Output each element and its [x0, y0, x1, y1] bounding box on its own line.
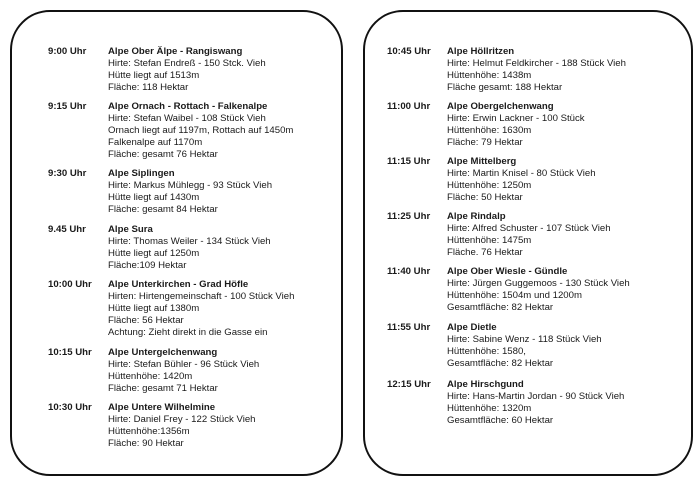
entry-detail-line: Hüttenhöhe: 1420m	[108, 371, 193, 382]
entry-details	[447, 322, 602, 370]
entry-detail-line: Falkenalpe auf 1170m	[108, 137, 203, 148]
entry-detail-line: Fläche gesamt: 188 Hektar	[447, 82, 563, 93]
entry-detail-line: Hüttenhöhe: 1504m und 1200m	[447, 290, 582, 301]
entry-details	[108, 224, 271, 272]
entry-details	[447, 266, 630, 314]
entry-detail-line: Gesamtfläche: 82 Hektar	[447, 302, 554, 313]
entry-detail-line: Hüttenhöhe: 1320m	[447, 403, 532, 414]
entry-detail-line: Achtung: Zieht direkt in die Gasse ein	[108, 327, 268, 338]
entry-detail-line: Fläche: 56 Hektar	[108, 315, 184, 326]
entry-detail-line: Hirte: Alfred Schuster - 107 Stück Vieh	[447, 223, 611, 234]
entry-details	[447, 46, 626, 94]
schedule-card-left	[10, 10, 343, 476]
entry-detail-line: Hirte: Thomas Weiler - 134 Stück Vieh	[108, 236, 271, 247]
entry-detail-line: Hirte: Stefan Bühler - 96 Stück Vieh	[108, 359, 260, 370]
schedule-card-right	[363, 10, 693, 476]
entry-detail-line: Fläche: gesamt 84 Hektar	[108, 204, 218, 215]
entry-detail-line: Fläche. 76 Hektar	[447, 247, 523, 258]
entry-time: 9.45 Uhr	[48, 224, 86, 235]
entry-details	[447, 211, 611, 259]
entry-time: 11:25 Uhr	[387, 211, 431, 222]
entry-time: 9:30 Uhr	[48, 168, 87, 179]
alpe-name: Alpe Hirschgund	[447, 379, 524, 390]
entry-time: 11:40 Uhr	[387, 266, 431, 277]
entry-detail-line: Hütte liegt auf 1513m	[108, 70, 200, 81]
entry-details	[108, 347, 259, 395]
alpe-name: Alpe Unterkirchen - Grad Höfle	[108, 279, 249, 290]
entry-details	[447, 156, 596, 204]
entry-details	[108, 101, 293, 161]
entry-details	[108, 402, 256, 450]
entry-detail-line: Hütte liegt auf 1250m	[108, 248, 200, 259]
entry-detail-line: Hirte: Stefan Waibel - 108 Stück Vieh	[108, 113, 266, 124]
entry-details	[447, 101, 585, 149]
entry-detail-line: Hüttenhöhe:1356m	[108, 426, 190, 437]
alpe-name: Alpe Untere Wilhelmine	[108, 402, 216, 413]
entry-details	[108, 168, 272, 216]
alpe-name: Alpe Höllritzen	[447, 46, 515, 57]
entry-detail-line: Hütte liegt auf 1380m	[108, 303, 200, 314]
alpe-name: Alpe Siplingen	[108, 168, 175, 179]
entry-time: 12:15 Uhr	[387, 379, 431, 390]
entry-detail-line: Gesamtfläche: 60 Hektar	[447, 415, 554, 426]
entry-detail-line: Fläche: 79 Hektar	[447, 137, 523, 148]
entry-detail-line: Hirte: Jürgen Guggemoos - 130 Stück Vieh	[447, 278, 630, 289]
entry-time: 11:15 Uhr	[387, 156, 431, 167]
alpe-name: Alpe Obergelchenwang	[447, 101, 554, 112]
entry-detail-line: Hirte: Helmut Feldkircher - 188 Stück Vieh	[447, 58, 626, 69]
entry-detail-line: Hirte: Sabine Wenz - 118 Stück Vieh	[447, 334, 602, 345]
entry-time: 11:00 Uhr	[387, 101, 431, 112]
entry-detail-line: Gesamtfläche: 82 Hektar	[447, 358, 554, 369]
entry-detail-line: Fläche: 90 Hektar	[108, 438, 184, 449]
entry-details	[108, 46, 266, 94]
entry-detail-line: Hirten: Hirtengemeinschaft - 100 Stück Vieh	[108, 291, 295, 302]
alpe-name: Alpe Sura	[108, 224, 153, 235]
entry-time: 10:15 Uhr	[48, 347, 92, 358]
entry-details	[447, 379, 624, 427]
entry-detail-line: Hirte: Erwin Lackner - 100 Stück	[447, 113, 585, 124]
entry-detail-line: Ornach liegt auf 1197m, Rottach auf 1450m	[108, 125, 294, 136]
entry-details	[108, 279, 294, 339]
alpe-name: Alpe Untergelchenwang	[108, 347, 218, 358]
entry-detail-line: Hirte: Stefan Endreß - 150 Stck. Vieh	[108, 58, 266, 69]
entry-detail-line: Hütte liegt auf 1430m	[108, 192, 200, 203]
entry-detail-line: Fläche: 118 Hektar	[108, 82, 189, 93]
entry-time: 9:00 Uhr	[48, 46, 87, 57]
entry-detail-line: Hirte: Martin Knisel - 80 Stück Vieh	[447, 168, 596, 179]
entry-time: 10:00 Uhr	[48, 279, 92, 290]
entry-detail-line: Fläche: gesamt 71 Hektar	[108, 383, 218, 394]
alpe-name: Alpe Ober Älpe - Rangiswang	[108, 46, 243, 57]
alpe-name: Alpe Ober Wiesle - Gündle	[447, 266, 568, 277]
entry-detail-line: Hüttenhöhe: 1580,	[447, 346, 526, 357]
entry-detail-line: Hüttenhöhe: 1475m	[447, 235, 532, 246]
entry-detail-line: Hirte: Hans-Martin Jordan - 90 Stück Vieh	[447, 391, 625, 402]
alpe-name: Alpe Ornach - Rottach - Falkenalpe	[108, 101, 268, 112]
alpe-name: Alpe Mittelberg	[447, 156, 517, 167]
entry-detail-line: Hirte: Markus Mühlegg - 93 Stück Vieh	[108, 180, 273, 191]
entry-time: 9:15 Uhr	[48, 101, 87, 112]
entry-time: 10:30 Uhr	[48, 402, 92, 413]
entry-detail-line: Hüttenhöhe: 1630m	[447, 125, 532, 136]
entry-time: 11:55 Uhr	[387, 322, 431, 333]
entry-detail-line: Hüttenhöhe: 1438m	[447, 70, 532, 81]
entry-detail-line: Fläche: gesamt 76 Hektar	[108, 149, 218, 160]
alpe-name: Alpe Rindalp	[447, 211, 506, 222]
alpe-name: Alpe Dietle	[447, 322, 497, 333]
entry-detail-line: Fläche:109 Hektar	[108, 260, 187, 271]
entry-detail-line: Hüttenhöhe: 1250m	[447, 180, 532, 191]
entry-time: 10:45 Uhr	[387, 46, 431, 57]
entry-detail-line: Fläche: 50 Hektar	[447, 192, 523, 203]
entry-detail-line: Hirte: Daniel Frey - 122 Stück Vieh	[108, 414, 256, 425]
